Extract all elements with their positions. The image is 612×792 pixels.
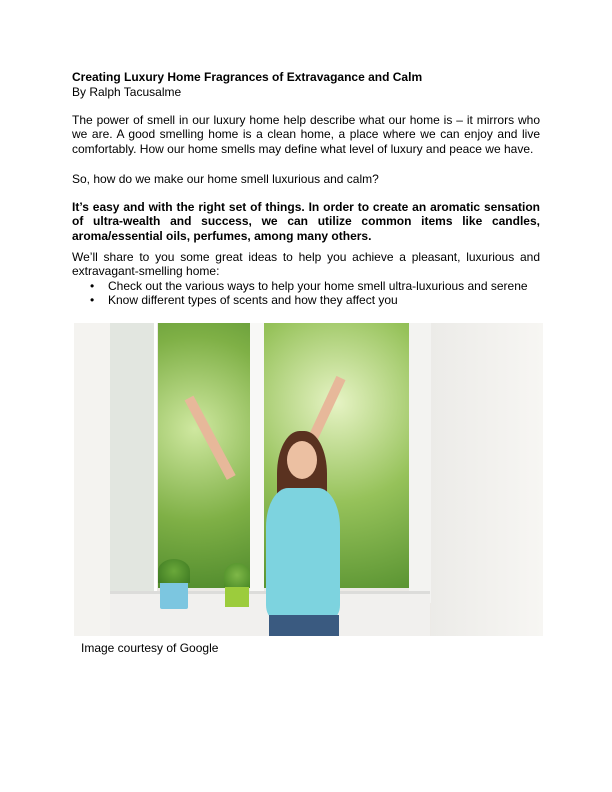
question-paragraph: So, how do we make our home smell luxurious and calm?: [72, 171, 379, 186]
list-item: • Know different types of scents and how they affect you: [108, 293, 540, 307]
bullet-list: [72, 279, 540, 308]
byline: By Ralph Tacusalme: [72, 84, 182, 99]
intro-paragraph: The power of smell in our luxury home help describe what our home is – it mirrors who we are. A good smelling home is a clean home, a place where we can enjoy and live comfortably. How our home smells may define what level of luxury and peace we have.: [72, 113, 540, 156]
bold-paragraph: It’s easy and with the right set of things. In order to create an aromatic sensation of ultra-wealth and success, we can utilize common items like candles, aroma/essential oils, perfumes, among many others.: [72, 200, 540, 243]
share-paragraph: We’ll share to you some great ideas to help you achieve a pleasant, luxurious and extravagant-smelling home:: [72, 250, 540, 279]
list-item: • Check out the various ways to help your home smell ultra-luxurious and serene: [108, 279, 540, 293]
image-caption: Image courtesy of Google: [81, 641, 219, 655]
woman-stretching-photo: [74, 323, 543, 636]
article-title: Creating Luxury Home Fragrances of Extravagance and Calm: [72, 70, 423, 84]
